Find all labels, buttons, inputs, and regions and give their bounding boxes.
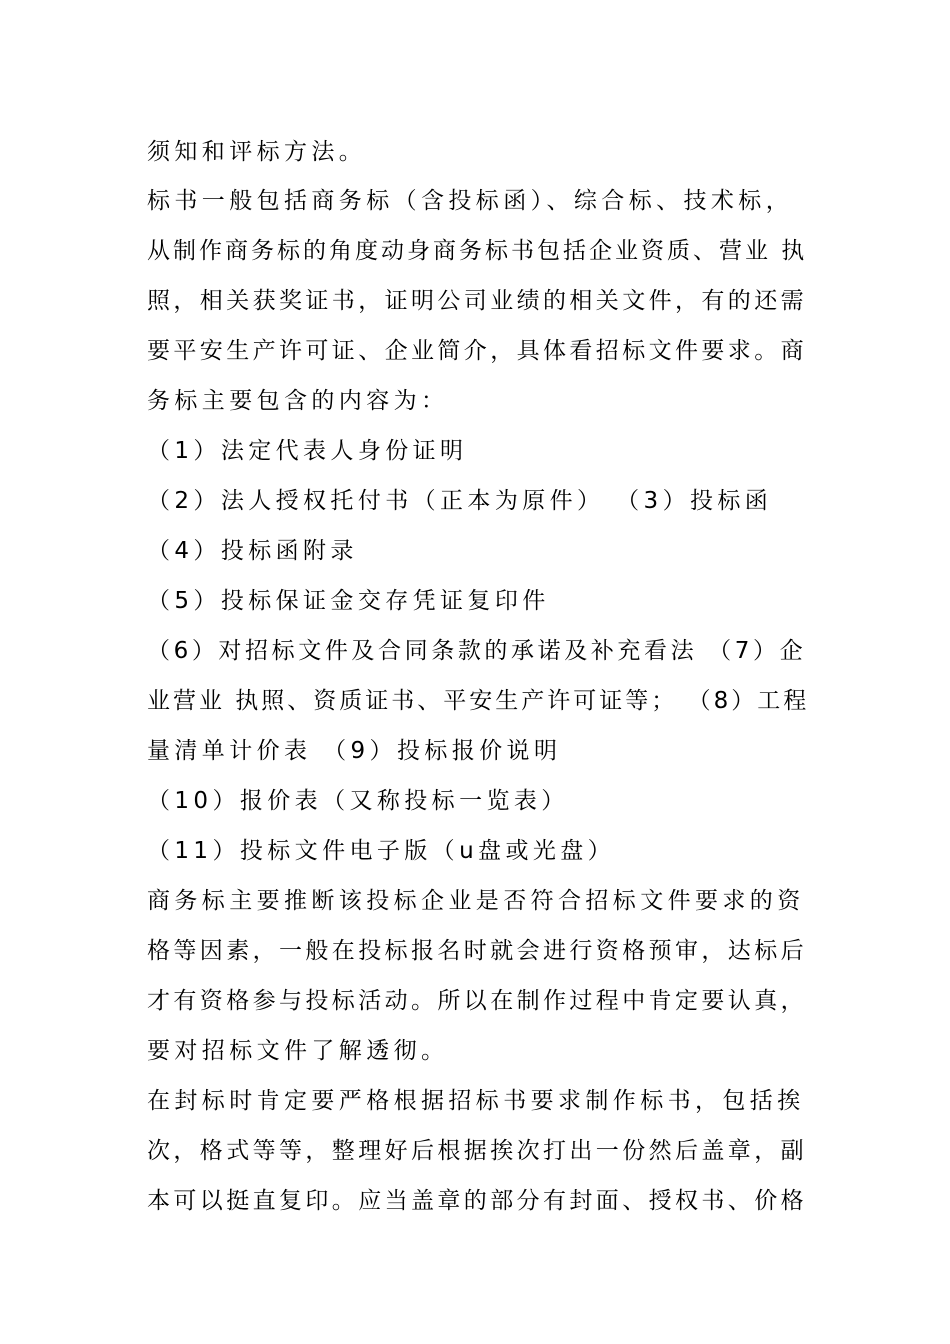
text-line-9: （4）投标函附录 xyxy=(147,538,358,564)
text-line-15: （11）投标文件电子版（u盘或光盘） xyxy=(147,838,616,864)
text-line-21: 次，格式等等，整理好后根据挨次打出一份然后盖章，副 xyxy=(147,1138,807,1164)
text-line-20: 在封标时肯定要严格根据招标书要求制作标书，包括挨 xyxy=(147,1088,805,1114)
text-line-14: （10）报价表（又称投标一览表） xyxy=(147,788,569,814)
text-line-2: 标书一般包括商务标（含投标函）、综合标、技术标， xyxy=(147,188,794,214)
text-line-10: （5）投标保证金交存凭证复印件 xyxy=(147,588,550,614)
text-line-7: （1）法定代表人身份证明 xyxy=(147,438,468,464)
text-line-8: （2）法人授权托付书（正本为原件） （3）投标函 xyxy=(147,488,773,514)
text-line-6: 务标主要包含的内容为： xyxy=(147,388,449,414)
text-line-4: 照，相关获奖证书，证明公司业绩的相关文件，有的还需 xyxy=(147,288,807,314)
text-line-19: 要对招标文件了解透彻。 xyxy=(147,1038,449,1064)
text-line-5: 要平安生产许可证、企业简介，具体看招标文件要求。商 xyxy=(147,338,807,364)
text-line-16: 商务标主要推断该投标企业是否符合招标文件要求的资 xyxy=(147,888,805,914)
text-line-12: 业营业 执照、资质证书、平安生产许可证等； （8）工程 xyxy=(147,688,810,714)
text-line-18: 才有资格参与投标活动。所以在制作过程中肯定要认真， xyxy=(147,988,807,1014)
text-line-1: 须知和评标方法。 xyxy=(147,139,367,165)
text-line-11: （6）对招标文件及合同条款的承诺及补充看法 （7）企 xyxy=(147,638,807,664)
text-line-3: 从制作商务标的角度动身商务标书包括企业资质、营业 执 xyxy=(147,238,808,264)
text-line-13: 量清单计价表 （9）投标报价说明 xyxy=(147,738,562,764)
text-line-17: 格等因素，一般在投标报名时就会进行资格预审，达标后 xyxy=(147,938,807,964)
text-line-22: 本可以挺直复印。应当盖章的部分有封面、授权书、价格 xyxy=(147,1188,807,1214)
